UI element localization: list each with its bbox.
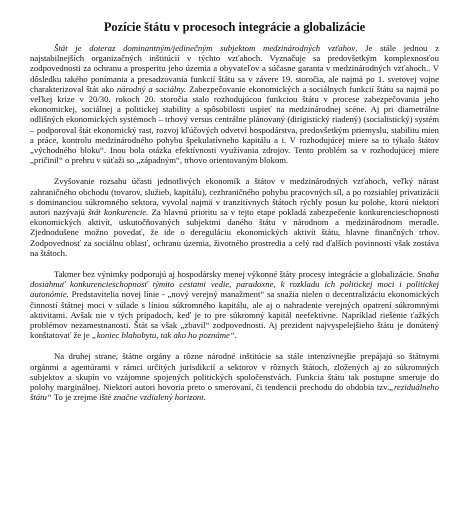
text-segment: Na druhej strane, štátne orgány a rôzne národné inštitúcie sa stále intenzívnejšie prepájajú so štátnymi orgánmi a agentúrami v rámci určitých jurisdikcií a sektorov v rôznych štátoch, zložených aj zo súkromných subjektov a skupín vo vzájomne spojených politických spoločenstvách. Funkcia štátu tak postupne smeruje do polohy marginálnej. Niektorí autori hovoria preto o smerovaní, či tendencii prechodu do obdobia tzv.: [30, 351, 439, 393]
text-segment: Takmer bez výnimky podporujú aj hospodársky menej výkonné štáty procesy integrácie a globalizácie.: [54, 269, 418, 280]
text-segment: „reziduálneho štátu“: [30, 382, 439, 403]
document-title: Pozície štátu v procesoch integrácie a globalizácie: [103, 20, 366, 34]
text-segment: . Je stále jednou z najstabilnejších organizačných inštitúcií v týchto vzťahoch. Vyznačuje sa predovšetkým komplexnosťou zodpovednosti za ochranu a prosperitu jeho územia a obyvateľov a súčasne garanta v medzinárodných vzťahoch.. V dôsledku takého ponímania a presadzovania funkcií štátu sa v závere 19. storočia, ale najmä po 1. svetovej vojne charakterizoval štát ako: [30, 43, 439, 94]
paragraph-3: [30, 269, 439, 340]
text-segment: značne vzdialený horizont.: [113, 392, 206, 403]
paragraph-4: [30, 351, 439, 402]
text-segment: „koniec blahobytu, tak ako ho poznáme“.: [91, 330, 237, 341]
text-segment: Zvyšovanie rozsahu účasti jednotlivých ekonomík a štátov v medzinárodných vzťahoch, veľký nárast zahraničného obchodu (tovarov, služieb, kapitálu), cezhraničného pohybu pracovných síl, a po rozsiahlej privatizácii s dominanciou súkromného sektora, vyvolal najmä v tranzitívnych štátoch rýchly posun ku polohe, ktorú niektorí autori nazývajú: [30, 176, 439, 218]
text-segment: štát konkurencie.: [88, 207, 149, 218]
paragraph-1: [30, 43, 439, 165]
text-segment: Predstavitelia novej línie - „nový verejný manažment“ sa snažia nielen o decentralizáciu ekonomických činností štátnej moci v súlade s líniou súkromného kapitálu, ale aj o nahradenie verejných opatrení súkromnými aktivitami. Avšak nie v tých prípadoch, keď je to pre súkromný kapitál neefektívne. Napríklad riešenie ťažkých problémov nezamestnanosti. Štát sa však „zbavil“ zodpovednosti. Aj prezident najvyspelejšieho štátu je donútený konštatovať že je: [30, 289, 439, 341]
text-segment: Snaha dosiahnuť konkurencieschopnosť týmito cestami vedie, paradoxne, k rozkladu ich politickej moci i politickej autonómie.: [30, 269, 439, 300]
text-segment: To je zrejme išté: [51, 392, 114, 403]
text-segment: Štát je doteraz dominantným/jedinečným subjektom medzinárodných vzťahov: [54, 43, 356, 53]
text-segment: národný a sociálny.: [116, 83, 187, 94]
text-segment: Zabezpečovanie ekonomických a sociálnych funkcií štátu sa najmä po veľkej krize v 20/30. rokoch 20. storočia stalo rozhodujúcou funkciou štátu v procese zabezpečovania jeho ekonomickej, sociálnej a politickej stability a spôsobilosti uspieť na medzinárodnej scéne. Aj pri diametrálne odlišných ekonomických systémoch – trhový versus centrálne plánovaný (dirigistický riadený) (socialistický) systém – podporoval štát ekonomický rast, rozvoj kľúčových odvetví hospodárstva, predovšetkým priemyslu, stabilitu mien a práce, kontrolu medzinárodného pohybu špekulatívneho kapitálu a i. V rozhodujúcej miere sa to týkalo štátov „východného bloku“. Inou bola otázka efektívnosti využívania zdrojov. Tento problém sa v rozhodujúcej miere „pričinil“ o prehru v súťaži so „západným“, trhovo orientovaným blokom.: [30, 83, 439, 166]
paragraph-2: [30, 176, 439, 258]
text-segment: Za hlavnú prioritu sa v tejto etape pokladá zabezpečenie konkurencieschopnosti ekonomických aktivít, uskutočňovaných subjektmi daného štátu v národnom a medzinárodnom meradle. Zjednodušene možno povedať, že ide o dereguláciu ekonomických aktivít štátu, hlavne finančných trhov. Zodpovednosť za sociálnu oblasť, ochranu územia, životného prostredia a celý rad ďalších povinností však zostáva na štátoch.: [30, 207, 440, 258]
